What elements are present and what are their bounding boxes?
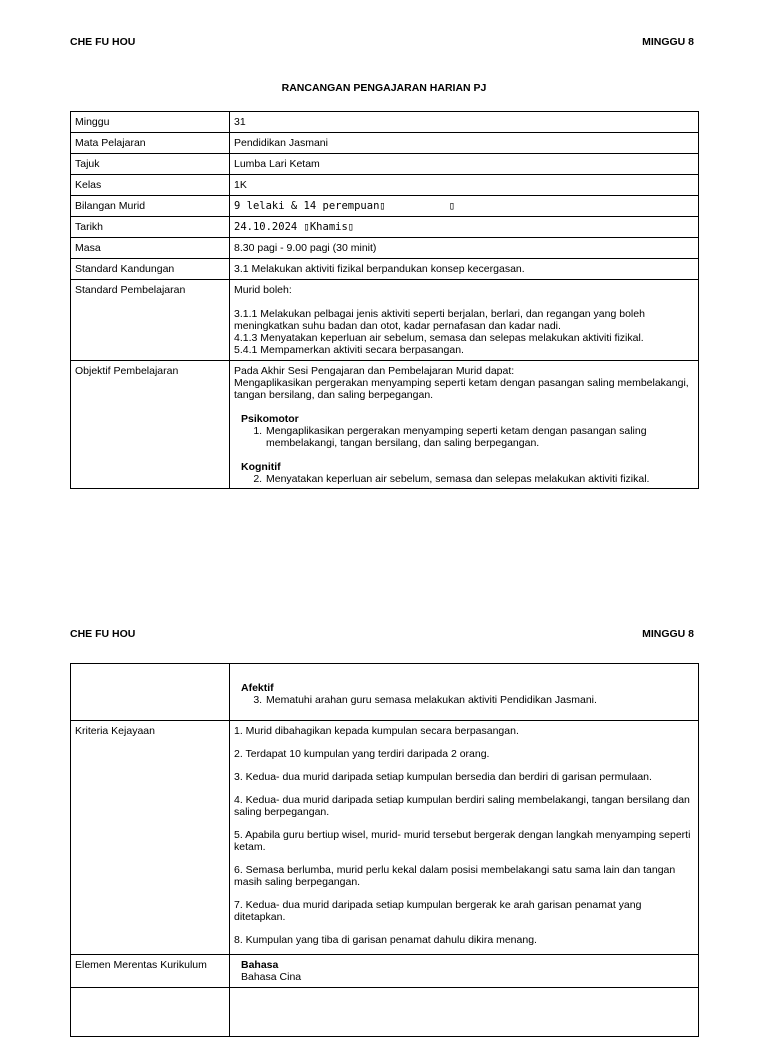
afektif-item: 3. Mematuhi arahan guru semasa melakukan aktiviti Pendidikan Jasmani.	[265, 694, 694, 706]
emk-value: Bahasa Cina	[241, 971, 302, 983]
table-row	[71, 217, 699, 238]
row-label: Masa	[71, 238, 230, 259]
table-row	[71, 721, 699, 955]
table-row	[71, 238, 699, 259]
row-label: Standard Pembelajaran	[71, 280, 230, 361]
kognitif-item: 2. Menyatakan keperluan air sebelum, semasa dan selepas melakukan aktiviti fizikal.	[265, 473, 694, 485]
row-value	[230, 280, 699, 361]
row-value: 9 lelaki & 14 perempuan▯ ▯	[230, 196, 699, 217]
psikomotor-title: Psikomotor	[241, 413, 299, 425]
row-value	[230, 721, 699, 955]
table-row	[71, 955, 699, 988]
kriteria-item: 7. Kedua- dua murid daripada setiap kumpulan bergerak ke arah garisan penamat yang ditetapkan.	[234, 899, 642, 923]
objective-intro: Pada Akhir Sesi Pengajaran dan Pembelajaran Murid dapat:	[234, 365, 515, 377]
row-label: Kriteria Kejayaan	[71, 721, 230, 955]
table-row	[71, 133, 699, 154]
row-label-empty	[71, 664, 230, 721]
standard-item: 4.1.3 Menyatakan keperluan air sebelum, semasa dan selepas melakukan aktiviti fizikal.	[234, 332, 644, 344]
table-row	[71, 196, 699, 217]
table-row	[71, 259, 699, 280]
emk-title: Bahasa	[241, 959, 279, 971]
row-value: 1K	[230, 175, 699, 196]
row-label: Bilangan Murid	[71, 196, 230, 217]
row-label: Tarikh	[71, 217, 230, 238]
row-value	[230, 955, 699, 988]
kriteria-item: 3. Kedua- dua murid daripada setiap kumpulan bersedia dan berdiri di garisan permulaan.	[234, 771, 652, 783]
row-label: Objektif Pembelajaran	[71, 361, 230, 489]
page-header-name: CHE FU HOU	[70, 628, 136, 640]
psikomotor-item: 1. Mengaplikasikan pergerakan menyamping seperti ketam dengan pasangan saling membelakangi, tangan bersilang, dan saling berpegangan.	[265, 425, 694, 449]
row-label: Tajuk	[71, 154, 230, 175]
lesson-plan-table-continued	[70, 663, 699, 1037]
page-header-week: MINGGU 8	[642, 36, 694, 48]
page-header-name: CHE FU HOU	[70, 36, 136, 48]
afektif-title: Afektif	[241, 682, 274, 694]
kriteria-item: 4. Kedua- dua murid daripada setiap kumpulan berdiri saling membelakangi, tangan bersilang dan saling berpegangan.	[234, 794, 690, 818]
row-value	[230, 361, 699, 489]
row-value	[230, 664, 699, 721]
kriteria-item: 6. Semasa berlumba, murid perlu kekal dalam posisi membelakangi satu sama lain dan tangan masih saling berpegangan.	[234, 864, 676, 888]
row-value: 8.30 pagi - 9.00 pagi (30 minit)	[230, 238, 699, 259]
kriteria-item: 1. Murid dibahagikan kepada kumpulan secara berpasangan.	[234, 725, 519, 737]
kriteria-item: 2. Terdapat 10 kumpulan yang terdiri daripada 2 orang.	[234, 748, 490, 760]
standard-item: 3.1.1 Melakukan pelbagai jenis aktiviti seperti berjalan, berlari, dan regangan yang boleh meningkatkan suhu badan dan otot, kadar pernafasan dan kadar nadi.	[234, 308, 645, 332]
kriteria-item: 5. Apabila guru bertiup wisel, murid- murid tersebut bergerak dengan langkah menyamping seperti ketam.	[234, 829, 691, 853]
row-value: 24.10.2024 ▯Khamis▯	[230, 217, 699, 238]
table-row	[71, 175, 699, 196]
row-value: 31	[230, 112, 699, 133]
page-header-week: MINGGU 8	[642, 628, 694, 640]
row-label: Kelas	[71, 175, 230, 196]
row-value: Pendidikan Jasmani	[230, 133, 699, 154]
kriteria-item: 8. Kumpulan yang tiba di garisan penamat dahulu dikira menang.	[234, 934, 537, 946]
lesson-plan-table	[70, 111, 699, 489]
table-row	[71, 154, 699, 175]
row-label: Minggu	[71, 112, 230, 133]
table-row	[71, 988, 699, 1037]
row-label: Standard Kandungan	[71, 259, 230, 280]
table-row	[71, 664, 699, 721]
row-value: Lumba Lari Ketam	[230, 154, 699, 175]
document-title: RANCANGAN PENGAJARAN HARIAN PJ	[281, 82, 487, 94]
kognitif-title: Kognitif	[241, 461, 281, 473]
row-label: Mata Pelajaran	[71, 133, 230, 154]
table-row	[71, 112, 699, 133]
table-row	[71, 361, 699, 489]
objective-summary: Mengaplikasikan pergerakan menyamping seperti ketam dengan pasangan saling membelakangi, tangan bersilang, dan saling berpegangan.	[234, 377, 689, 401]
table-row	[71, 280, 699, 361]
row-label: Elemen Merentas Kurikulum	[71, 955, 230, 988]
standard-intro: Murid boleh:	[234, 284, 292, 296]
row-value: 3.1 Melakukan aktiviti fizikal berpandukan konsep kecergasan.	[230, 259, 699, 280]
standard-item: 5.4.1 Mempamerkan aktiviti secara berpasangan.	[234, 344, 464, 356]
